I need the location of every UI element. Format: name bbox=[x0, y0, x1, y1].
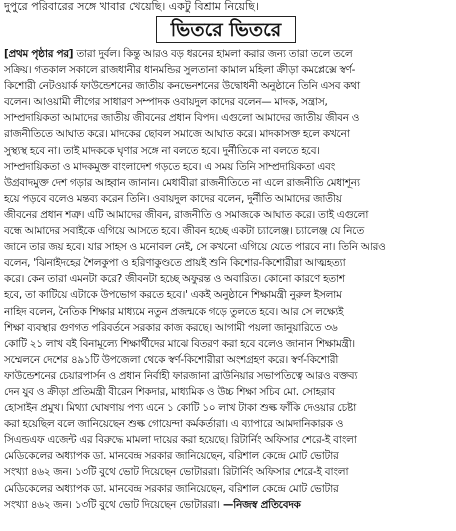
article-line: সম্মেলনে দেশের ৪৯১টি উপজেলা থেকে স্বর্ণ-কিশোরীরা অংশগ্রহণ করে। স্বর্ণ-কিশোরী bbox=[4, 353, 339, 366]
article-line: ফাউন্ডেশনের চেয়ারপার্সন ও প্রধান নির্বাহী ফারজানা ব্রাউনিয়ার সভাপতিত্বে আরও বক্তব্য bbox=[4, 369, 358, 382]
article-line: সাম্প্রদায়িকতা ও মাদকমুক্ত বাংলাদেশ গড়তে হবে। এ সময় তিনি সাম্প্রদায়িকতা এবং bbox=[4, 160, 336, 173]
article-line: মেডিকেলের অধ্যাপক ডা. মানবেন্দ্র সরকার জানিয়েছেন, বরিশাল কেন্দ্রে মোট ভোটার bbox=[4, 482, 339, 495]
article-line: দেন যুব ও ক্রীড়া প্রতিমন্ত্রী বীরেন শিকদার, মাধ্যমিক ও উচ্চ শিক্ষা সচিব মো. সোহরাব bbox=[4, 385, 335, 398]
article-line: হয়ে পড়বে বলেও মন্তব্য করেন তিনি। ওবায়দুল কাদের বলেন, দুর্নীতি আমাদের জাতীয় bbox=[4, 192, 342, 205]
article-line: করে। কেন তারা এমনটা করে? জীবনটা হচ্ছে অফুরন্ত ও অবারিত। কোনো কারণে হতাশ bbox=[4, 273, 345, 286]
article-line-text: সংখ্যা ৪৬২ জন। ১৩টি বুথে ভোট দিয়েছেন ভোটাররা। bbox=[4, 498, 220, 511]
article-line: সংখ্যা ৪৬২ জন। ১৩টি বুথে ভোট দিয়েছেন ভোটাররা। রিটার্নিং অফিসার শেরে-ই বাংলা bbox=[4, 466, 349, 479]
article-line: সিএন্ডএফ এজেন্ট এর বিরুদ্ধে মামলা দায়ের করা হয়েছে। রিটার্নিং অফিসার শেরে-ই বাংলা bbox=[4, 434, 357, 447]
article-line: জীবনের প্রধান শত্রু। এটি আমাদের জীবন, রাজনীতি ও সমাজকে আঘাত করে। তাই এগুলো bbox=[4, 208, 369, 221]
article-line-text: তারা দুর্বল। কিন্তু আরও বড় ধরনের হামলা করার জন্য তারা তলে তলে bbox=[73, 48, 353, 60]
continuation-marker: [প্রথম পৃষ্ঠার পর] bbox=[4, 48, 74, 60]
article-line: সাম্প্রদায়িকতা আমাদের জাতীয় জীবনের প্রধান বিপদ। এগুলো আমাদের জাতীয় জীবন ও bbox=[4, 112, 360, 125]
article-line: জানে তার জয় হবে। যার সাহস ও মনোবল নেই, সে কখনো এগিয়ে যেতে পারবে না। তিনি আরও bbox=[4, 241, 386, 254]
previous-article-tail: দুপুরে পরিবারের সঙ্গে খাবার খেয়েছি। একটু বিশ্রাম নিয়েছি। bbox=[4, 0, 259, 13]
article-line: হবে, তা কাটিয়ে এটাকে উপভোগ করতে হবে।' একই অনুষ্ঠানে শিক্ষামন্ত্রী নুরুল ইসলাম bbox=[4, 289, 342, 302]
article-line: শিক্ষা ব্যবস্থার গুণগত পরিবর্তনে সরকার কাজ করছে। আগামী পয়লা জানুয়ারিতে ৩৬ bbox=[4, 321, 338, 334]
byline: —নিজস্ব প্রতিবেদক bbox=[219, 498, 301, 511]
article-line bbox=[4, 46, 453, 62]
article-line: হোসাইন প্রমুখ। মিথ্যা ঘোষণায় পণ্য এনে ১ কোটি ১০ লাখ টাকা শুল্ক ফাঁকি দেওয়ার চেষ্টা bbox=[4, 402, 356, 415]
article-line: নাহিদ বলেন, নৈতিক শিক্ষার মাধ্যমে নতুন প্রজন্মকে গড়ে তুলতে হবে। আর সে লক্ষ্যেই bbox=[4, 305, 344, 318]
article-line: উগ্রবাদমুক্ত দেশ গড়ার আহ্বান জানান। মেধাবীরা রাজনীতিতে না এলে রাজনীতি মেধাশূন্য bbox=[4, 176, 360, 189]
article-line bbox=[4, 497, 453, 513]
article-line: কোটি ২১ লাখ বই বিনামূল্যে শিক্ষার্থীদের মাঝে বিতরণ করা হবে বলেও জানান শিক্ষামন্ত্রী। bbox=[4, 337, 355, 350]
article-line: সক্রিয়। গতকাল সকালে রাজধানীর ধানমন্ডির সুলতানা কামাল মহিলা ক্রীড়া কমপ্লেক্সে স্বর্ণ- bbox=[4, 64, 356, 77]
article-headline: ভিতরে ভিতরে bbox=[170, 18, 282, 41]
article-line: মেডিকেলের অধ্যাপক ডা. মানবেন্দ্র সরকার জানিয়েছেন, বরিশাল কেন্দ্রে মোট ভোটার bbox=[4, 450, 339, 463]
article-line: কিশোরী নেটওয়ার্ক ফাউন্ডেশনের জাতীয় কনভেনশনের উদ্বোধনী অনুষ্ঠানে তিনি এসব কথা bbox=[4, 80, 360, 93]
article-line: করা হয়েছিল বলে জানিয়েছেন শুল্ক গোয়েন্দা কর্মকর্তারা। এ ব্যাপারে আমদানিকারক ও bbox=[4, 418, 344, 431]
article-line: সুস্থ্যস্থ হবে না। তাই মাদককে ঘৃণার সঙ্গে না বলতে হবে। দুর্নীতিকে না বলতে হবে। bbox=[4, 144, 320, 157]
article-body bbox=[4, 46, 453, 531]
headline-box bbox=[156, 16, 296, 43]
article-line: বন্ধে আমাদের সবাইকে এগিয়ে আসতে হবে। জীবন হচ্ছে একটা চ্যালেঞ্জ। চ্যালেঞ্জ যে নিতে bbox=[4, 225, 364, 238]
article-line: বলেন। আওয়ামী লীগের সাধারণ সম্পাদক ওবায়দুল কাদের বলেন— মাদক, সন্ত্রাস, bbox=[4, 96, 328, 109]
article-line: রাজনীতিতে আঘাত করে। মাদকের ছোবল সমাজে আঘাত করে। মাদকাসক্ত হলে কখনো bbox=[4, 128, 350, 141]
article-line: বলেন, 'ঝিনাইদহের শৈলকুপা ও হরিণাকুণ্ডতে প্রায়ই শুনি কিশোর-কিশোরীরা আত্মহত্যা bbox=[4, 257, 346, 270]
